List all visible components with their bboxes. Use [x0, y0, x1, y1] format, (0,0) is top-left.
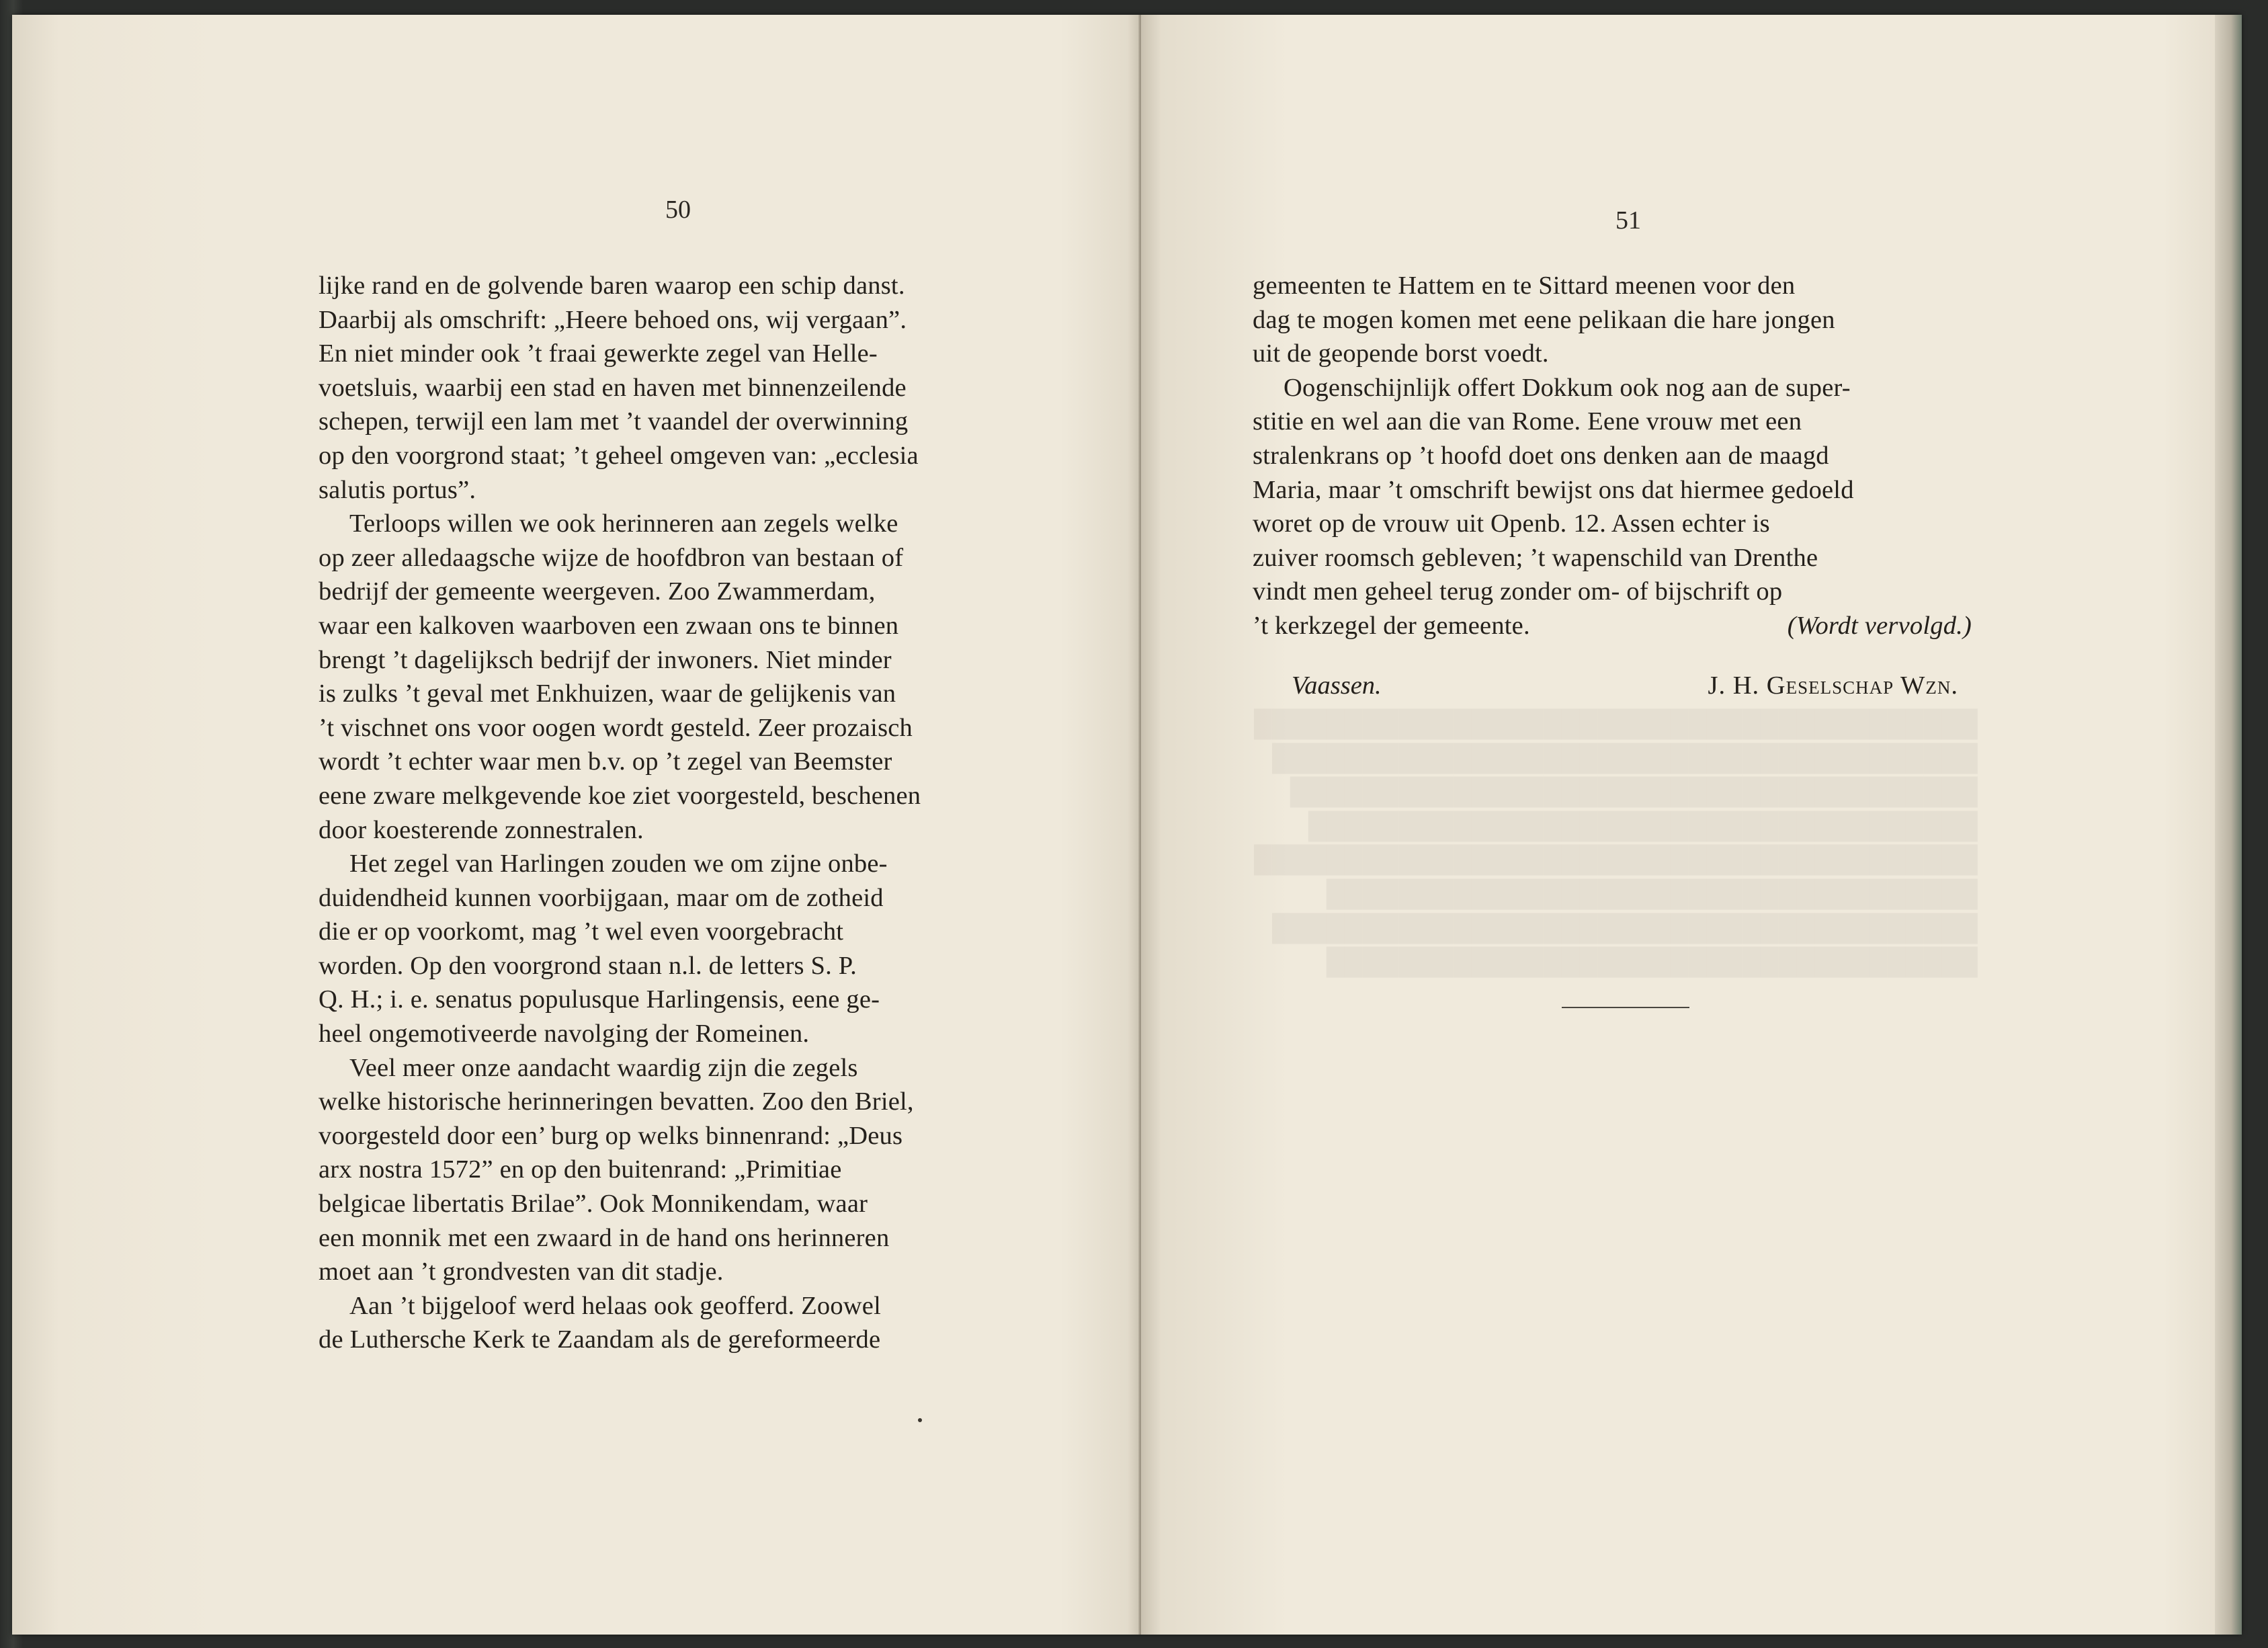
text-line: Q. H.; i. e. senatus populusque Harlingensis, eene ge-: [319, 985, 880, 1014]
text-line: Oogenschijnlijk offert Dokkum ook nog aan de super-: [1284, 373, 1851, 402]
show-through-text: ████████████████████████████████████████ ███████████████████████████████████████ ██████████████████████████████████████ █████████████████████████████████████ ████████████████████████████████████████ ████████████████████████████████████ ███████████████████████████████████████ ████████████████████████████████████: [1254, 710, 1978, 977]
text-line: voetsluis, waarbij een stad en haven met binnenzeilende: [319, 373, 907, 402]
text-line: moet aan ’t grondvesten van dit stadje.: [319, 1258, 724, 1286]
section-rule: [1562, 1007, 1689, 1008]
text-line: door koesterende zonnestralen.: [319, 815, 644, 844]
text-line: vindt men geheel terug zonder om- of bijschrift op: [1253, 577, 1783, 606]
left-page: [12, 15, 1141, 1635]
book-spread: [12, 15, 2242, 1635]
text-line: belgicae libertatis Brilae”. Ook Monnikendam, waar: [319, 1190, 868, 1219]
ink-speck: [918, 1418, 922, 1422]
text-line: stralenkrans op ’t hoofd doet ons denken aan de maagd: [1253, 441, 1829, 470]
right-page: [1141, 15, 2242, 1635]
page-number-right: 51: [1615, 206, 1641, 235]
text-line: op den voorgrond staat; ’t geheel omgeven van: „ecclesia: [319, 441, 919, 470]
text-line: schepen, terwijl een lam met ’t vaandel der overwinning: [319, 407, 909, 436]
continued-note: (Wordt vervolgd.): [1787, 611, 1972, 640]
text-line: heel ongemotiveerde navolging der Romeinen.: [319, 1020, 810, 1048]
text-line: brengt ’t dagelijksch bedrijf der inwoners. Niet minder: [319, 645, 892, 674]
signature-place: Vaassen.: [1292, 671, 1382, 700]
left-page-text: [319, 269, 1035, 1357]
text-line: wordt ’t echter waar men b.v. op ’t zegel van Beemster: [319, 747, 892, 776]
text-line: lijke rand en de golvende baren waarop een schip danst.: [319, 272, 905, 300]
text-line: woret op de vrouw uit Openb. 12. Assen echter is: [1253, 509, 1770, 538]
text-line: Terloops willen we ook herinneren aan zegels welke: [349, 509, 898, 538]
text-line: uit de geopende borst voedt.: [1253, 339, 1549, 368]
text-line: Aan ’t bijgeloof werd helaas ook geofferd. Zoowel: [349, 1291, 881, 1320]
text-line: welke historische herinneringen bevatten. Zoo den Briel,: [319, 1087, 914, 1116]
text-line: eene zware melkgevende koe ziet voorgesteld, beschenen: [319, 781, 921, 810]
text-line: waar een kalkoven waarboven een zwaan ons te binnen: [319, 611, 899, 640]
text-line: arx nostra 1572” en op den buitenrand: „Primitiae: [319, 1155, 842, 1184]
text-line: Maria, maar ’t omschrift bewijst ons dat hiermee gedoeld: [1253, 475, 1854, 504]
text-line: duidendheid kunnen voorbijgaan, maar om de zotheid: [319, 883, 884, 912]
text-line: Daarbij als omschrift: „Heere behoed ons, wij vergaan”.: [319, 305, 907, 334]
text-line: is zulks ’t geval met Enkhuizen, waar de gelijkenis van: [319, 679, 896, 708]
text-line: ’t vischnet ons voor oogen wordt gesteld. Zeer prozaisch: [319, 713, 913, 742]
binding-edge: [2215, 15, 2242, 1635]
text-line: Veel meer onze aandacht waardig zijn die zegels: [349, 1053, 858, 1082]
text-line: bedrijf der gemeente weergeven. Zoo Zwammerdam,: [319, 577, 876, 606]
text-line: een monnik met een zwaard in de hand ons herinneren: [319, 1223, 890, 1252]
text-line: die er op voorkomt, mag ’t wel even voorgebracht: [319, 917, 844, 946]
signature-line: [1253, 671, 1972, 706]
text-line: voorgesteld door een’ burg op welks binnenrand: „Deus: [319, 1121, 903, 1150]
text-line: gemeenten te Hattem en te Sittard meenen voor den: [1253, 272, 1796, 300]
text-line: worden. Op den voorgrond staan n.l. de letters S. P.: [319, 951, 857, 980]
text-line: [1253, 609, 1972, 643]
page-number-left: 50: [665, 196, 691, 224]
text-line: Het zegel van Harlingen zouden we om zijne onbe-: [349, 850, 888, 878]
text-line: stitie en wel aan die van Rome. Eene vrouw met een: [1253, 407, 1802, 436]
text-line-end: ’t kerkzegel der gemeente.: [1253, 611, 1530, 640]
right-page-text: [1253, 269, 1972, 643]
signature-author: J. H. Geselschap Wzn.: [1708, 671, 1958, 700]
text-line: dag te mogen komen met eene pelikaan die hare jongen: [1253, 305, 1835, 334]
text-line: zuiver roomsch gebleven; ’t wapenschild van Drenthe: [1253, 543, 1818, 572]
text-line: salutis portus”.: [319, 475, 476, 504]
text-line: En niet minder ook ’t fraai gewerkte zegel van Helle-: [319, 339, 878, 368]
text-line: op zeer alledaagsche wijze de hoofdbron van bestaan of: [319, 543, 904, 572]
text-line: de Luthersche Kerk te Zaandam als de gereformeerde: [319, 1325, 881, 1354]
